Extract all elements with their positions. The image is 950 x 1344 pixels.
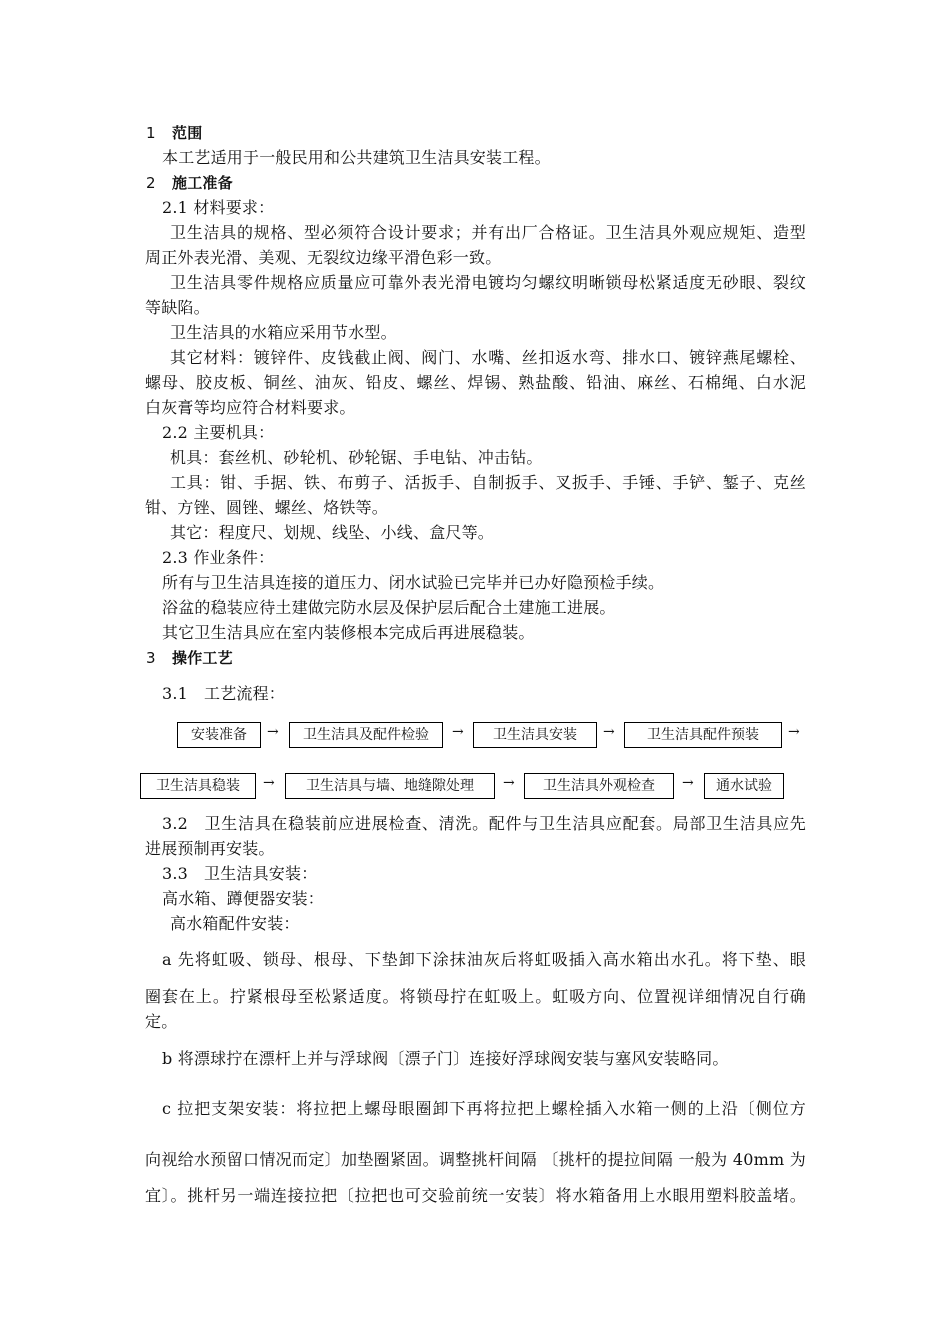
flow-step: 卫生洁具及配件检验 bbox=[289, 722, 443, 748]
paragraph: 卫生洁具零件规格应质量应可靠外表光滑电镀均匀螺纹明晰锁母松紧适度无砂眼、裂纹 bbox=[170, 273, 806, 292]
paragraph: 螺母、胶皮板、铜丝、油灰、铅皮、螺丝、焊锡、熟盐酸、铅油、麻丝、石棉绳、白水泥 bbox=[145, 373, 806, 392]
arrow-right-icon: → bbox=[267, 724, 279, 740]
arrow-right-icon: → bbox=[682, 775, 694, 791]
subsection-number: 3.3 bbox=[162, 864, 189, 883]
list-item: 圈套在上。拧紧根母至松紧适度。将锁母拧在虹吸上。虹吸方向、位置视详细情况自行确 bbox=[145, 987, 806, 1006]
paragraph: 其它卫生洁具应在室内装修根本完成后再进展稳装。 bbox=[162, 623, 535, 642]
list-item: a 先将虹吸、锁母、根母、下垫卸下涂抹油灰后将虹吸插入高水箱出水孔。将下垫、眼 bbox=[162, 950, 806, 969]
paragraph: 所有与卫生洁具连接的道压力、闭水试验已完毕并已办好隐预检手续。 bbox=[162, 573, 665, 592]
paragraph: 其它：程度尺、划规、线坠、小线、盒尺等。 bbox=[170, 523, 495, 542]
paragraph: 浴盆的稳装应待土建做完防水层及保护层后配合土建施工进展。 bbox=[162, 598, 616, 617]
list-item: c 拉把支架安装：将拉把上螺母眼圈卸下再将拉把上螺栓插入水箱一侧的上沿〔侧位方 bbox=[162, 1099, 806, 1118]
section-number: 1 bbox=[146, 124, 156, 142]
paragraph: 白灰膏等均应符合材料要求。 bbox=[145, 398, 356, 417]
paragraph: 钳、方锉、圆锉、螺丝、烙铁等。 bbox=[145, 498, 389, 517]
flow-step: 通水试验 bbox=[704, 773, 784, 799]
section-title: 范围 bbox=[172, 124, 203, 142]
paragraph: 进展预制再安装。 bbox=[145, 839, 275, 858]
flow-step: 卫生洁具配件预装 bbox=[624, 722, 782, 748]
arrow-right-icon: → bbox=[503, 775, 515, 791]
paragraph: 等缺陷。 bbox=[145, 298, 210, 317]
subsection-title: 工艺流程： bbox=[204, 684, 286, 703]
section-number: 3 bbox=[146, 649, 156, 667]
subsection-heading bbox=[162, 682, 285, 706]
list-item: 向视给水预留口情况而定〕加垫圈紧固。调整挑杆间隔 〔挑杆的提拉间隔 一般为 40mm 为 bbox=[145, 1150, 806, 1169]
section-title: 施工准备 bbox=[172, 174, 233, 192]
paragraph: 周正外表光滑、美观、无裂纹边缘平滑色彩一致。 bbox=[145, 248, 502, 267]
paragraph bbox=[162, 812, 806, 836]
subsection-heading: 2.2 主要机具： bbox=[162, 423, 275, 442]
section-2-heading bbox=[146, 171, 233, 195]
section-1-heading bbox=[146, 121, 202, 145]
paragraph: 卫生洁具的规格、型必须符合设计要求；并有出厂合格证。卫生洁具外观应规矩、造型 bbox=[170, 223, 806, 242]
paragraph-text: 卫生洁具在稳装前应进展检查、清洗。配件与卫生洁具应配套。局部卫生洁具应先 bbox=[204, 814, 806, 833]
section-3-heading bbox=[146, 646, 233, 670]
section-number: 2 bbox=[146, 174, 156, 192]
arrow-right-icon: → bbox=[603, 724, 615, 740]
flow-step: 安装准备 bbox=[177, 722, 261, 748]
subsection-number: 3.1 bbox=[162, 684, 189, 703]
paragraph: 高水箱配件安装： bbox=[170, 914, 300, 933]
list-item: b 将漂球拧在漂杆上并与浮球阀〔漂子门〕连接好浮球阀安装与塞风安装略同。 bbox=[162, 1049, 729, 1068]
arrow-right-icon: → bbox=[788, 724, 800, 740]
list-item: 宜〕。挑杆另一端连接拉把〔拉把也可交验前统一安装〕将水箱备用上水眼用塑料胶盖堵。 bbox=[145, 1186, 806, 1205]
subsection-heading bbox=[162, 862, 317, 886]
flow-step: 卫生洁具外观检查 bbox=[524, 773, 674, 799]
arrow-right-icon: → bbox=[263, 775, 275, 791]
paragraph: 本工艺适用于一般民用和公共建筑卫生洁具安装工程。 bbox=[162, 148, 551, 167]
paragraph: 卫生洁具的水箱应采用节水型。 bbox=[170, 323, 397, 342]
subsection-number: 3.2 bbox=[162, 814, 189, 833]
subsection-title: 卫生洁具安装： bbox=[204, 864, 318, 883]
section-title: 操作工艺 bbox=[172, 649, 233, 667]
list-item: 定。 bbox=[145, 1012, 178, 1031]
subsection-heading: 2.1 材料要求： bbox=[162, 198, 275, 217]
flow-step: 卫生洁具安装 bbox=[473, 722, 597, 748]
paragraph: 其它材料：镀锌件、皮钱截止阀、阀门、水嘴、丝扣返水弯、排水口、镀锌燕尾螺栓、 bbox=[170, 348, 806, 367]
subsection-heading: 2.3 作业条件： bbox=[162, 548, 275, 567]
flow-step: 卫生洁具与墙、地缝隙处理 bbox=[285, 773, 495, 799]
arrow-right-icon: → bbox=[452, 724, 464, 740]
flow-step: 卫生洁具稳装 bbox=[140, 773, 256, 799]
paragraph: 高水箱、蹲便器安装： bbox=[162, 889, 325, 908]
paragraph: 工具：钳、手据、铁、布剪子、活扳手、自制扳手、叉扳手、手锤、手铲、錾子、克丝 bbox=[170, 473, 806, 492]
paragraph: 机具：套丝机、砂轮机、砂轮锯、手电钻、冲击钻。 bbox=[170, 448, 543, 467]
